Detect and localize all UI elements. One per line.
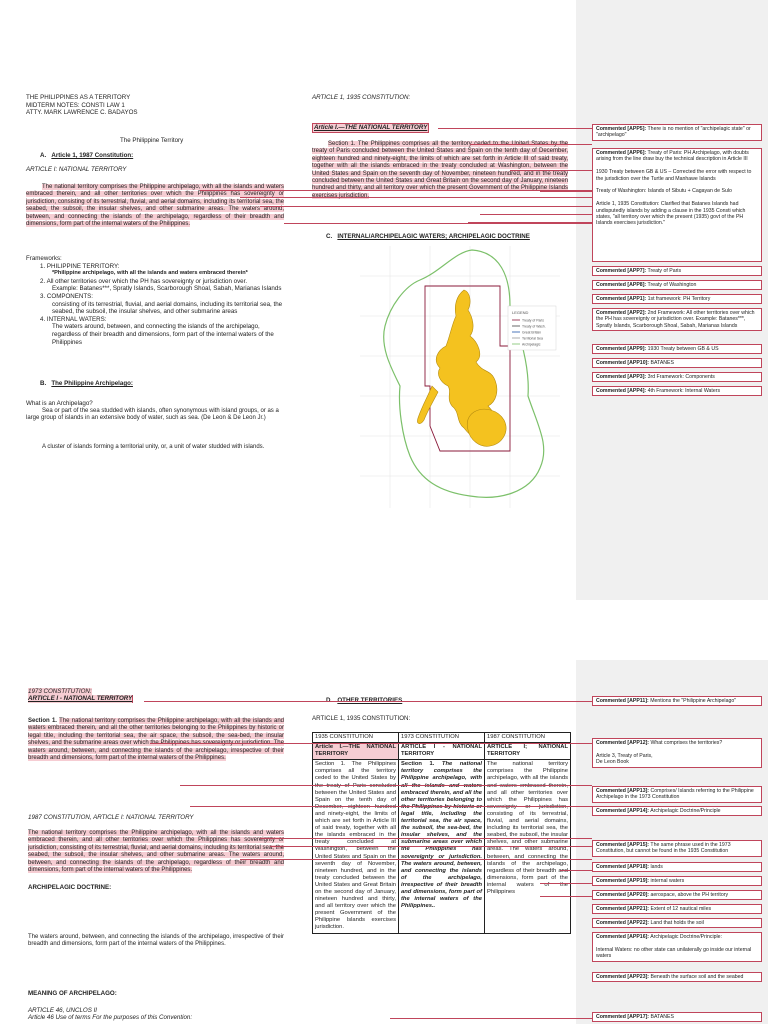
legend-entry: Treaty of Paris [522, 318, 544, 323]
comment-app23[interactable] [592, 972, 762, 982]
framework-item [40, 293, 284, 301]
comment-text: Extent of 12 nautical miles [650, 906, 712, 912]
comment-leader-line [560, 870, 592, 871]
comment-text: 2nd Framework: All other territories over which the PH has sovereignty or jurisdiction over. Example: Batanes***, Spratly Islands, Scarborough Shoal, Sabah, Marianas Islands [596, 310, 755, 329]
comment-author: Commented [APP11]: [596, 698, 649, 704]
table-header-cell: ARTICLE I; NATIONAL TERRITORY [485, 743, 571, 760]
comment-author: Commented [APP1]: [596, 296, 647, 302]
comment-leader-line [480, 214, 592, 215]
comment-text: What comprises the territories? Article 3, Treaty of Paris, De Leon Book [596, 740, 723, 766]
comment-author: Commented [APP3]: [596, 374, 647, 380]
framework-item [40, 278, 284, 286]
comment-app15[interactable] [592, 840, 762, 857]
const-1987-heading: 1987 CONSTITUTION, ARTICLE I: NATIONAL TERRITORY [28, 814, 194, 821]
comment-text: Beneath the surface soil and the seabed [650, 974, 744, 980]
comment-text: 4th Framework: Internal Waters [647, 388, 721, 394]
comment-leader-line [260, 838, 592, 839]
comment-leader-line [540, 896, 592, 897]
comment-text: There is no mention of "archipelagic state" or "archipelago" [596, 126, 751, 139]
article-heading: ARTICLE I: NATIONAL TERRITORY [26, 166, 127, 173]
comment-leader-line [284, 223, 592, 224]
item-title: INTERNAL WATERS: [46, 315, 107, 323]
comment-leader-line [200, 190, 592, 191]
comment-app21[interactable] [592, 904, 762, 914]
comment-author: Commented [APP6]: [596, 150, 647, 156]
framework-item [40, 263, 284, 271]
territory-1987-paragraph [28, 830, 284, 874]
comment-app19[interactable] [592, 876, 762, 886]
archipelagic-doctrine-heading: ARCHIPELAGIC DOCTRINE: [28, 884, 112, 891]
section-title: Article 1, 1987 Constitution: [51, 152, 134, 159]
comment-author: Commented [APP7]: [596, 268, 647, 274]
comment-text: Mentions the "Philippine Archipelago" [650, 698, 737, 704]
comment-author: Commented [APP13]: [596, 788, 650, 794]
comment-text: Treaty of Paris [647, 268, 682, 274]
archipelago-question: What is an Archipelago? [26, 400, 93, 407]
comment-app10[interactable] [592, 358, 762, 368]
section-label: Section 1. [401, 761, 435, 768]
section-title: INTERNAL/ARCHIPELAGIC WATERS; ARCHIPELAGIC DOCTRINE [337, 233, 530, 240]
section-letter: B. [40, 380, 47, 387]
comment-author: Commented [APP2]: [596, 310, 647, 316]
table-header-cell: 1935 CONSTITUTION [313, 733, 399, 743]
comment-app17[interactable] [592, 1012, 762, 1022]
comment-app12[interactable] [592, 738, 762, 768]
comment-text: Treaty of Paris: PH Archipelago, with doubts arising from the line draw buy the technical description in Article III 1930 Treaty between GB & US – Corrected the error with respect to the jurisdiction over the Turtle and Manhawe Islands Treaty of Washington: Islands of Sibutu + Cagayan de Sulo Article 1, 1935 Constitution: Clarified that Batanes Islands had undisputedly islands by adding a clause in the 1935 Consti which states, "all territory over which the present (1935) govt of the PH Islands exercises jurisdiction." [596, 150, 752, 227]
highlighted-text: The national territory comprises the Philippine archipelago, with all the islands and waters embraced therein, and all the other territories belonging to the Philippines by historic or legal title, including the territorial sea, the air space, the subsoil, the sea-bed, the insular shelves, and the submarine areas over which the Philippines has sovereignty or jurisdiction. The waters around, between, and connecting the islands of the archipelago, irrespective of their breadth and dimensions, form part of the internal waters of the Philippines. [28, 718, 285, 762]
page-title: The Philippine Territory [120, 137, 184, 144]
section-letter: A. [40, 152, 47, 159]
table-header-cell: ARTICLE I - NATIONAL TERRITORY [399, 743, 485, 760]
item-detail: consisting of its terrestrial, fluvial, and aerial domains, including its territorial sea, the seabed, the subsoil, the insular shelves, and other submarine areas [52, 300, 283, 316]
item-title: COMPONENTS: [46, 292, 93, 300]
comment-text: internal waters [650, 878, 685, 884]
item-number: 4. [40, 315, 46, 323]
item-number: 3. [40, 292, 46, 300]
table-header-cell: 1987 CONSTITUTION [485, 733, 571, 743]
comment-text: Treaty of Washington [647, 282, 697, 288]
comment-app1[interactable] [592, 294, 762, 304]
comment-leader-line [144, 701, 592, 702]
comment-author: Commented [APP12]: [596, 740, 650, 746]
framework-item [40, 316, 284, 324]
legend-entry: Treaty of Wash. [522, 324, 546, 329]
article-1-1973-title: ARTICLE I - NATIONAL TERRITORY [28, 695, 133, 702]
comment-text: Land that holds the soil [650, 920, 704, 926]
unclos-heading: ARTICLE 46, UNCLOS II [28, 1007, 98, 1014]
legend-entry: Archipelagic [522, 342, 541, 347]
comment-text: BATANES [650, 360, 674, 366]
frameworks-title: Frameworks: [26, 255, 62, 262]
comment-author: Commented [APP8]: [596, 282, 647, 288]
comment-leader-line [240, 859, 592, 860]
article-1-1935-title: Article I.—THE NATIONAL TERRITORY [314, 124, 428, 131]
comment-leader-line [470, 144, 592, 145]
item-number: 1. [40, 262, 46, 270]
comment-leader-line [260, 206, 592, 207]
comment-text: Archipelagic Doctrine/Principle: Internal Waters: no other state can unilaterally go inside our internal waters [596, 934, 752, 960]
comment-author: Commented [APP21]: [596, 906, 650, 912]
item-title: PHILIPPINE TERRITORY: [46, 262, 120, 270]
item-detail: *Philippine archipelago, with all the islands and waters embraced therein* [52, 270, 248, 277]
comment-app13[interactable] [592, 786, 762, 803]
comment-app7[interactable] [592, 266, 762, 276]
comment-app20[interactable] [592, 890, 762, 900]
comment-author: Commented [APP17]: [596, 1014, 650, 1020]
archipelagic-doctrine-paragraph: The waters around, between, and connecting the islands of the archipelago, irrespective of their breadth and dimensions, form part of the internal waters of the Philippines. [28, 934, 284, 948]
comment-text: Comprises/ Islands referring to the Philippine Archipelago in the 1973 Constitution [596, 788, 754, 801]
legend-entry: Territorial Sea [522, 336, 543, 341]
highlighted-text: The national territory comprises the Philippine archipelago, with all the islands and waters embraced therein, and all other territories over which the Philippines has sovereignty or jurisdiction, consisting of its terrestrial, fluvial, and aerial domains, including its territorial sea, the seabed, the subsoil, the insular shelves, and other submarine areas. The waters around, between, and connecting the islands of the archipelago, regardless of their breadth and dimensions, form part of the internal waters of the Philippines. [26, 184, 284, 228]
table-row [313, 743, 571, 760]
comment-text: 3rd Framework: Components [647, 374, 715, 380]
comment-text: BATANES [650, 1014, 674, 1020]
constitutions-comparison-table [312, 732, 571, 934]
cell-text: Section 1. The Philippines comprises all the territory ceded to the United States by the treaty of Paris concluded between the United States and Spain on the tenth day of December, eighteen hundred and ninety-eight, the limits of which are set forth in Article III of said treaty, together with all the islands embraced in the treaty concluded at Washington, between the United States and Spain on the seventh day of November, nineteen hundred, and in the treaty concluded between the United States and Great Britain on the second day of January, nineteen hundred and thirty, and all territory over which the present Government of the Philippine Islands exercises jurisdiction. [315, 761, 396, 931]
section-title: The Philippine Archipelago: [51, 380, 133, 387]
item-detail: The waters around, between, and connecting the islands of the archipelago, regardless of their breadth and dimensions, form part of the internal waters of the Philippines [52, 323, 274, 346]
comment-author: Commented [APP9]: [596, 346, 647, 352]
const-1973-heading: 1973 CONSTITUTION: [28, 688, 92, 695]
archipelago-definition: Sea or part of the sea studded with islands, often synonymous with island groups, or as a large group of islands in an extensive body of water, such as sea. (De Leon & De Leon Jr.) [26, 408, 279, 422]
comment-app14[interactable] [592, 806, 762, 816]
comment-author: Commented [APP23]: [596, 974, 650, 980]
comment-text: The same phrase used in the 1973 Constitution, but cannot be found in the 1935 Constitution [596, 842, 731, 855]
section-c-heading [326, 233, 530, 241]
header-line: THE PHILIPPINES AS A TERRITORY [26, 94, 131, 101]
comment-app2[interactable] [592, 308, 762, 331]
comment-leader-line [240, 197, 592, 198]
comment-app3[interactable] [592, 372, 762, 382]
item-title: All other territories over which the PH has sovereignty or jurisdiction over. [46, 277, 248, 285]
comment-app6[interactable] [592, 148, 762, 262]
table-row [313, 733, 571, 743]
comment-author: Commented [APP19]: [596, 878, 650, 884]
comment-leader-line [540, 883, 592, 884]
comment-author: Commented [APP18]: [596, 864, 650, 870]
comment-leader-line [390, 1018, 592, 1019]
comment-author: Commented [APP5]: [596, 126, 647, 132]
header-line: ATTY. MARK LAWRENCE C. BADAYOS [26, 109, 138, 117]
comment-leader-line [438, 128, 592, 129]
comment-leader-line [180, 785, 592, 786]
header-line: MIDTERM NOTES: CONSTI LAW 1 [26, 101, 125, 109]
archipelago-definition-2: A cluster of islands forming a territorial unity, or, a unit of water studded with islands. [42, 444, 265, 450]
comment-app4[interactable] [592, 386, 762, 396]
comment-app11[interactable] [592, 696, 762, 706]
highlighted-text: Section 1. The Philippines comprises all the territory ceded to the United States by the treaty of Paris concluded between the United States and Spain on the tenth day of December, eighteen hundred and ninety-eight, the limits of which are set forth in Article III of said treaty, together with all the islands embraced in the treaty concluded at Washington, between the United States and Spain on the seventh day of November, nineteen hundred, and in the treaty concluded between the United States and Great Britain on the second day of January, nineteen hundred and thirty, and all territory over which the present Government of the Philippine Islands exercises jurisdiction. [312, 141, 568, 199]
philippine-territory-map [360, 246, 560, 508]
comment-app8[interactable] [592, 280, 762, 290]
highlighted-text: The national territory comprises the Philippine archipelago, with all the islands and waters embraced therein, and all other territories over which the Philippines has sovereignty or jurisdiction, consisting of its terrestrial, fluvial, and aerial domains, including its territorial sea, the seabed, the subsoil, the insular shelves, and other submarine areas. The waters around, between, and connecting the islands of the archipelago, regardless of their breadth and dimensions, form part of the internal waters of the Philippines. [28, 830, 284, 874]
cell-text: The national territory comprises the Philippine archipelago, with all the islands and waters embraced therein, and all the other territories belonging to the Philippines by historic or legal title, including the territorial sea, the air space, the subsoil, the sea-bed, the insular shelves, and the submarine areas over which the Philippines has sovereignty or jurisdiction. The waters around, between, and connecting the islands of the archipelago, irrespective of their breadth and dimensions, form part of the internal waters of the Philippines.. [401, 761, 482, 910]
comment-leader-line [150, 743, 592, 744]
section-letter: C. [326, 233, 333, 240]
right-article-heading: ARTICLE 1, 1935 CONSTITUTION: [312, 94, 411, 101]
table-header-cell: Article I.—THE NATIONAL TERRITORY [313, 743, 399, 760]
comment-leader-line [270, 846, 592, 847]
section-letter: D. [326, 697, 333, 704]
cell-text: The national territory comprises the Philippine archipelago, with all the islands and waters embraced therein, and all other territories over which the Philippines has sovereignty or jurisdiction, consisting of its terrestrial, fluvial, and aerial domains, including its territorial sea, the seabed, the subsoil, the insular shelves, and other submarine areas. The waters around, between, and connecting the islands of the archipelago, regardless of their breadth and dimensions, form part of the internal waters of the Philippines [487, 761, 568, 895]
comment-app16[interactable] [592, 932, 762, 962]
document-page-2 [0, 660, 768, 1024]
map-legend [508, 306, 556, 350]
table-header-cell: 1973 CONSTITUTION [399, 733, 485, 743]
comment-app22[interactable] [592, 918, 762, 928]
section-a-heading [40, 152, 133, 160]
section-1-1973 [28, 718, 284, 762]
item-number: 2. [40, 277, 46, 285]
comment-leader-line [510, 170, 592, 171]
legend-entry: Great Britain [522, 330, 542, 335]
header-block [26, 94, 286, 117]
meaning-archipelago-heading: MEANING OF ARCHIPELAGO: [28, 990, 117, 997]
item-detail: Example: Batanes***, Spratly Islands, Scarborough Shoal, Sabah, Marianas Islands [52, 285, 282, 293]
unclos-subheading: Article 46 Use of terms For the purposes of this Convention: [28, 1014, 193, 1021]
comment-author: Commented [APP16]: [596, 934, 650, 940]
comment-app9[interactable] [592, 344, 762, 354]
comment-leader-line [190, 806, 592, 807]
legend-title: LEGEND [512, 310, 529, 315]
comment-text: lands [650, 864, 663, 870]
comment-app5[interactable] [592, 124, 762, 141]
section-label: Section 1. [28, 718, 57, 724]
comment-author: Commented [APP4]: [596, 388, 647, 394]
comment-author: Commented [APP14]: [596, 808, 650, 814]
comment-text: 1st framework: PH Territory [647, 296, 711, 302]
comment-text: Archipelagic Doctrine/Principle [650, 808, 721, 814]
page-gap [0, 600, 768, 660]
comment-author: Commented [APP15]: [596, 842, 650, 848]
right-article-heading: ARTICLE 1, 1935 CONSTITUTION: [312, 715, 411, 722]
comment-leader-line [540, 191, 592, 192]
comment-author: Commented [APP20]: [596, 892, 650, 898]
comment-author: Commented [APP22]: [596, 920, 650, 926]
comment-text: 1930 Treaty between GB & US [647, 346, 719, 352]
frameworks-list [26, 255, 284, 346]
comment-app18[interactable] [592, 862, 762, 872]
section-title: OTHER TERRITORIES [337, 697, 403, 704]
comment-author: Commented [APP10]: [596, 360, 650, 366]
section-b-heading [40, 380, 133, 388]
comment-text: aerospace, above the PH territory [650, 892, 729, 898]
